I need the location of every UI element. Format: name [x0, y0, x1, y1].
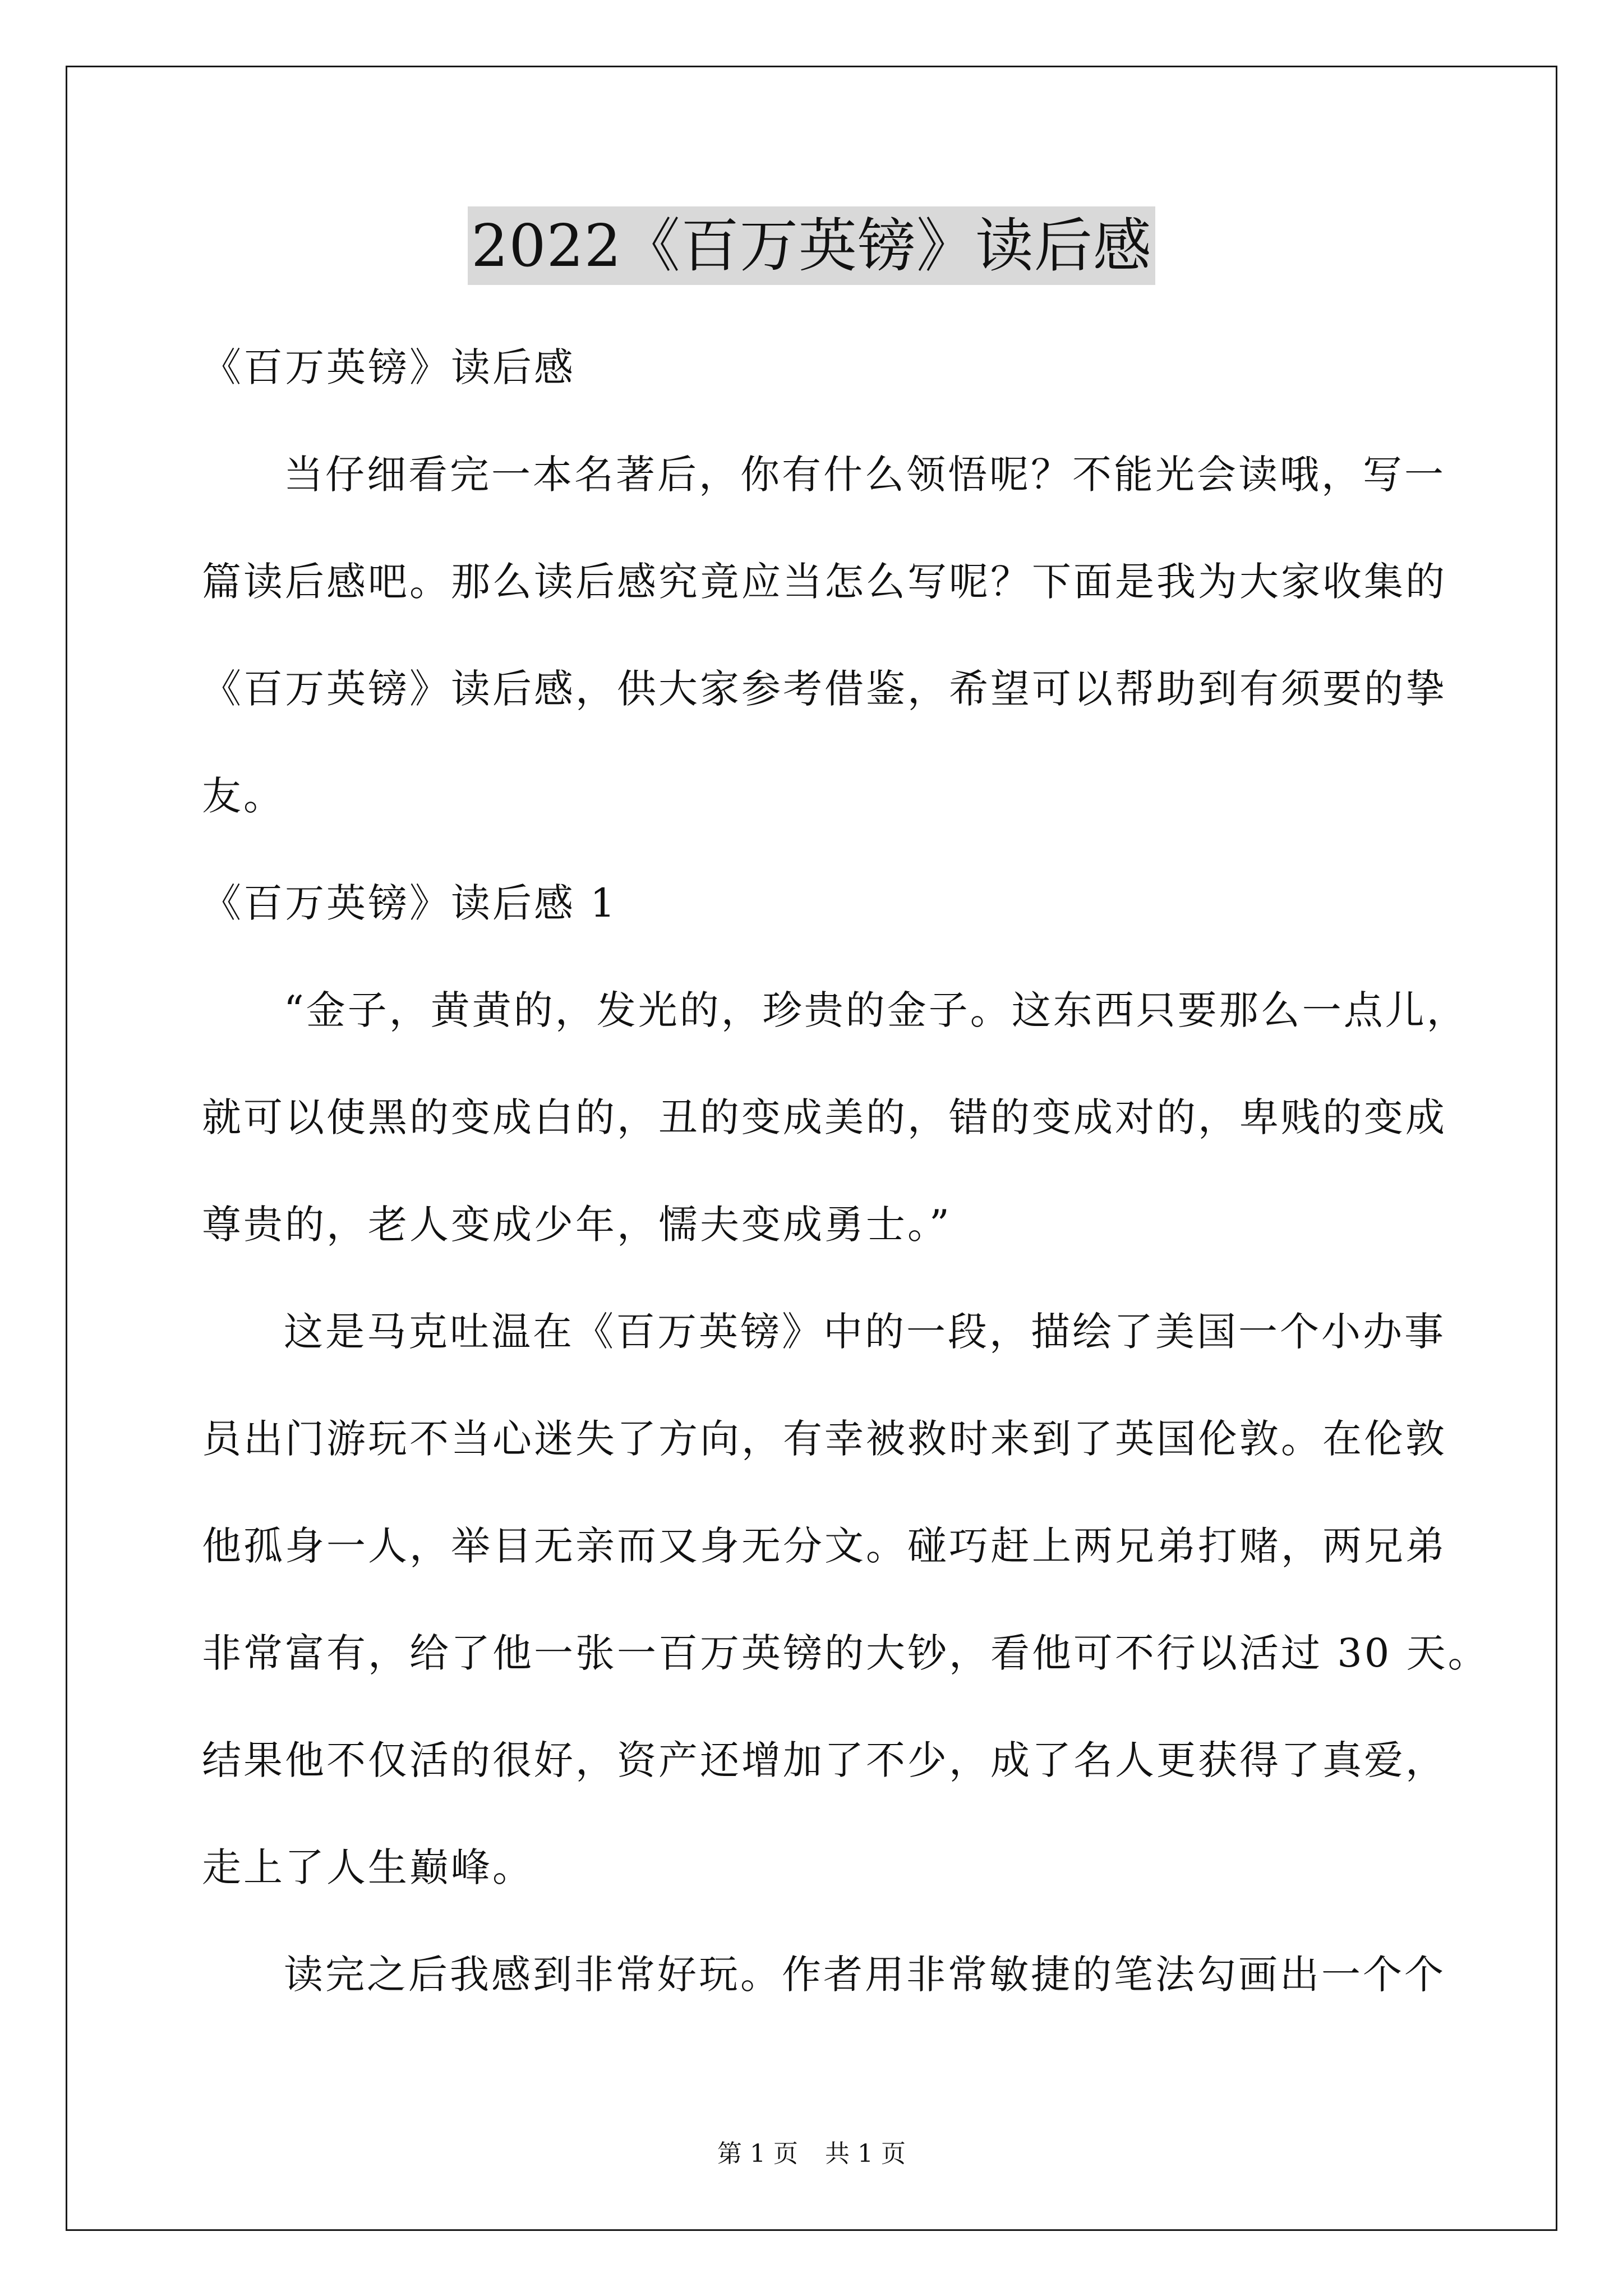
paragraph-line: 就可以使黑的变成白的，丑的变成美的，错的变成对的，卑贱的变成 [202, 1094, 1447, 1140]
paragraph-line: 尊贵的，老人变成少年，懦夫变成勇士。” [202, 1202, 952, 1248]
paragraph-line: 读完之后我感到非常好玩。作者用非常敏捷的笔法勾画出一个个 [284, 1952, 1446, 1998]
paragraph-line: 友。 [202, 773, 285, 819]
page-number-current: 第 1 页 [717, 2139, 798, 2168]
paragraph-line: 当仔细看完一本名著后，你有什么领悟呢？不能光会读哦，写一 [284, 452, 1446, 498]
paragraph-line: 员出门游玩不当心迷失了方向，有幸被救时来到了英国伦敦。在伦敦 [202, 1416, 1447, 1462]
paragraph-line: 他孤身一人，举目无亲而又身无分文。碰巧赶上两兄弟打赌，两兄弟 [202, 1523, 1447, 1569]
page-number-total: 共 1 页 [825, 2139, 906, 2168]
paragraph-line: 结果他不仅活的很好，资产还增加了不少，成了名人更获得了真爱， [202, 1737, 1447, 1783]
section-heading: 《百万英镑》读后感 [202, 344, 575, 390]
paragraph-line: 走上了人生巅峰。 [202, 1844, 534, 1890]
paragraph-line: 《百万英镑》读后感，供大家参考借鉴，希望可以帮助到有须要的挚 [202, 666, 1447, 712]
paragraph-line: 非常富有，给了他一张一百万英镑的大钞，看他可不行以活过 30 天。 [202, 1630, 1490, 1676]
document-body [202, 314, 1490, 2028]
paragraph-line: 这是马克吐温在《百万英镑》中的一段，描绘了美国一个小办事 [284, 1309, 1446, 1355]
paragraph-line: 篇读后感吧。那么读后感究竟应当怎么写呢？下面是我为大家收集的 [202, 559, 1447, 605]
paragraph-line: “金子，黄黄的，发光的，珍贵的金子。这东西只要那么一点儿， [284, 987, 1468, 1033]
section-heading: 《百万英镑》读后感 1 [202, 880, 617, 926]
document-title: 2022《百万英镑》读后感 [468, 206, 1155, 285]
title-container [0, 206, 1623, 285]
page-footer [0, 2137, 1623, 2171]
